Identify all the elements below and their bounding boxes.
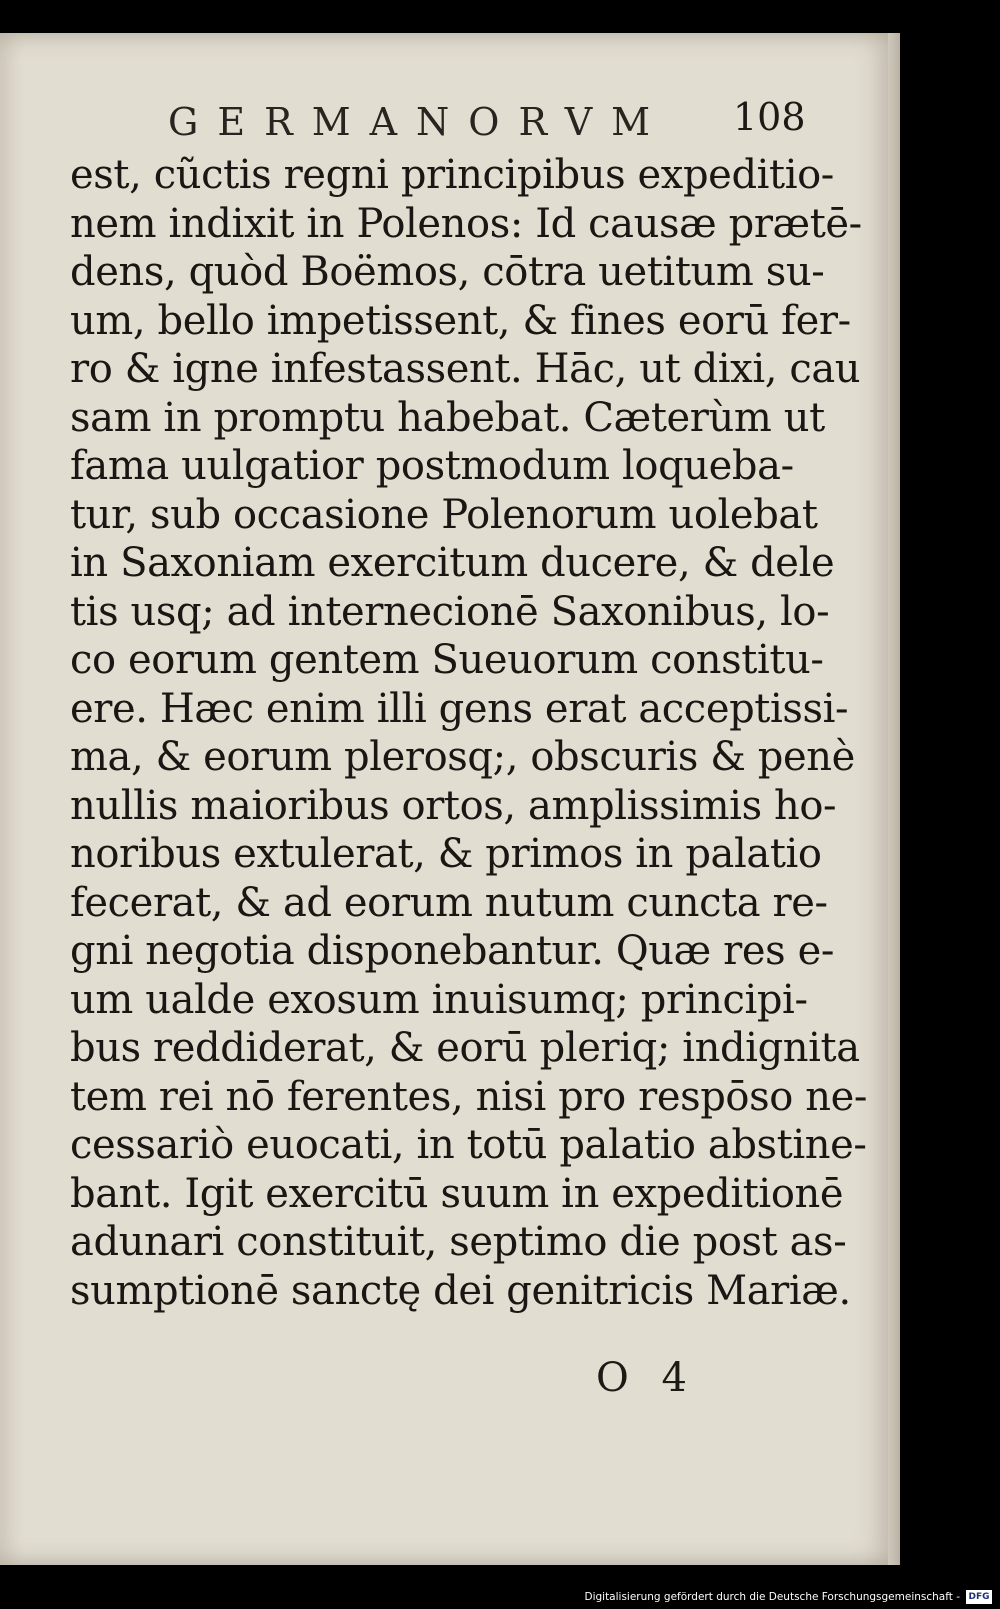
text-line: ere. Hæc enim illi gens erat acceptissi- — [70, 685, 849, 732]
text-line: cessariò euocati, in totū palatio abstine- — [70, 1122, 867, 1168]
text-line: sumptionē sanctę dei genitricis Mariæ. — [70, 1267, 851, 1314]
body-text — [70, 151, 867, 1315]
text-line: in Saxoniam exercitum ducere, & dele — [70, 540, 835, 586]
text-line: ro & igne infestassent. Hāc, ut dixi, cau — [70, 346, 861, 392]
text-line: ma, & eorum plerosq;, obscuris & penè — [70, 734, 855, 780]
running-head: GERMANORVM — [168, 100, 670, 144]
text-line: tem rei nō ferentes, nisi pro respōso ne- — [70, 1073, 867, 1120]
text-line: bus reddiderat, & eorū pleriq; indignita — [70, 1025, 860, 1071]
text-line: um, bello impetissent, & fines eorū fer- — [70, 297, 851, 344]
text-line: um ualde exosum inuisumq; principi- — [70, 976, 808, 1023]
text-line: dens, quòd Boëmos, cōtra uetitum su- — [70, 249, 825, 295]
text-line: adunari constituit, septimo die post as- — [70, 1219, 847, 1265]
dfg-logo: DFG — [966, 1590, 992, 1604]
book-page — [0, 33, 900, 1565]
text-line: gni negotia disponebantur. Quæ res e- — [70, 928, 834, 974]
text-line: fama uulgatior postmodum loqueba- — [70, 443, 794, 489]
text-line: fecerat, & ad eorum nutum cuncta re- — [70, 879, 828, 926]
page-number: 108 — [733, 95, 806, 139]
page-edge — [888, 33, 900, 1565]
text-line: noribus extulerat, & primos in palatio — [70, 831, 822, 877]
text-line: nem indixit in Polenos: Id causæ prætē- — [70, 200, 862, 247]
text-line: tur, sub occasione Polenorum uolebat — [70, 491, 818, 538]
text-line: tis usq; ad internecionē Saxonibus, lo- — [70, 588, 830, 635]
text-line: est, cũctis regni principibus expeditio- — [70, 152, 834, 198]
text-line: nullis maioribus ortos, amplissimis ho- — [70, 782, 837, 829]
digitization-credit: Digitalisierung gefördert durch die Deutsche Forschungsgemeinschaft - — [584, 1591, 960, 1603]
text-line: co eorum gentem Sueuorum constitu- — [70, 637, 824, 683]
signature-mark: O 4 — [596, 1355, 697, 1401]
text-line: bant. Igit exercitū suum in expeditionē — [70, 1170, 844, 1217]
text-line: sam in promptu habebat. Cæterùm ut — [70, 394, 825, 441]
